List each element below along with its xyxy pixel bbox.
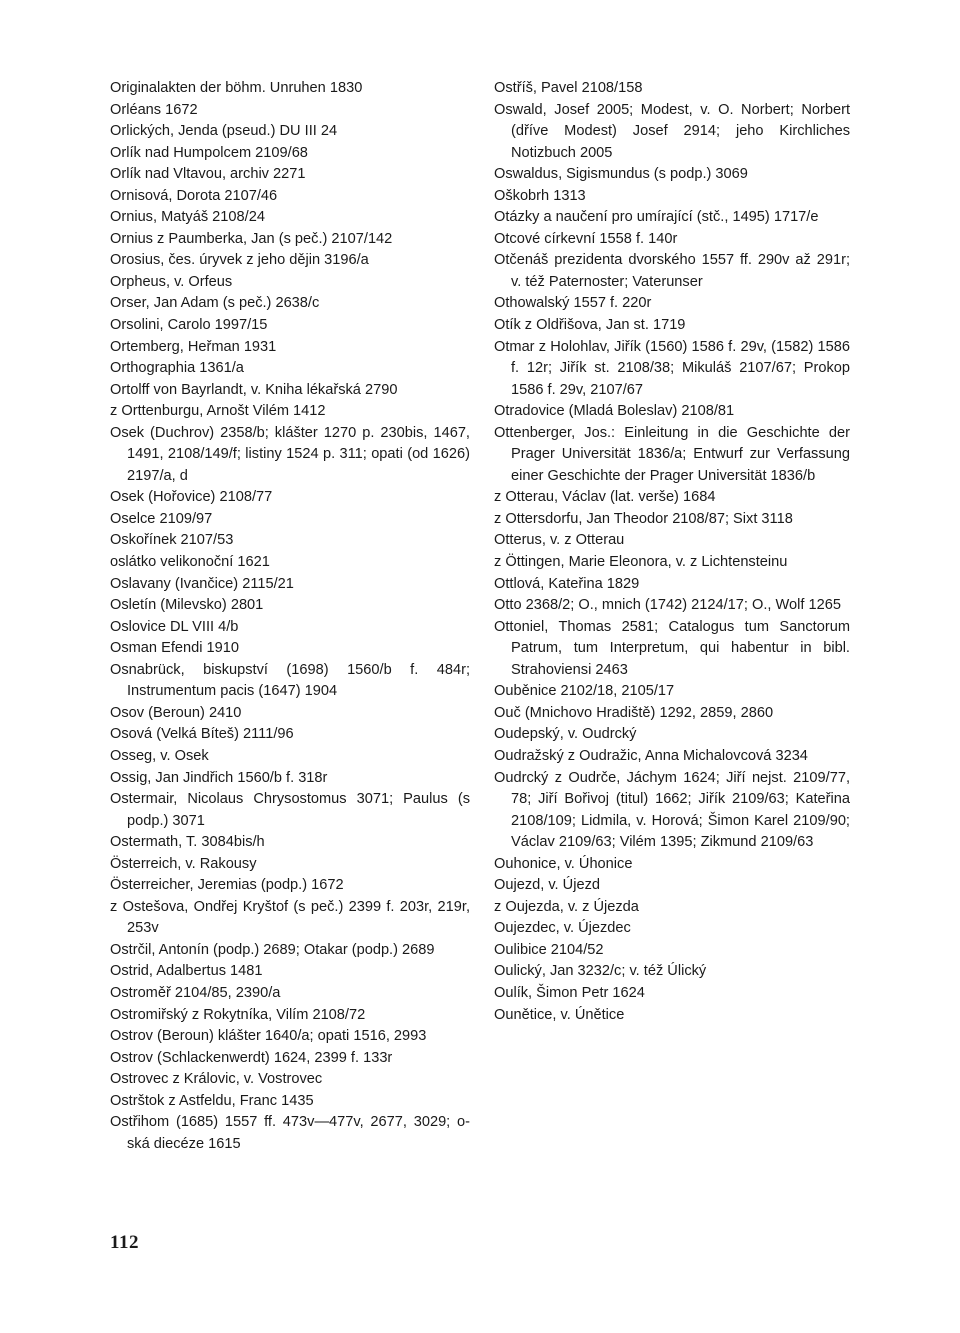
index-entry: z Oujezda, v. z Újezda — [494, 898, 639, 915]
index-entry: Orsolini, Carolo 1997/15 — [110, 317, 268, 334]
index-entry: Orléans 1672 — [110, 101, 198, 118]
index-entry: Ostřihom (1685) 1557 ff. 473v—477v, 2677, 3029; o-ská diecéze 1615 — [110, 1114, 470, 1152]
index-entry: Osová (Velká Bíteš) 2111/96 — [110, 726, 294, 743]
index-entry: Oudерský, v. Oudrcký — [494, 726, 637, 743]
index-entry: Ortolff von Bayrlandt, v. Kniha lékařská 2790 — [110, 381, 398, 398]
index-entry: Ostermath, T. 3084bis/h — [110, 834, 265, 851]
index-entry: Oudražský z Oudražic, Anna Michalovcová 3234 — [494, 747, 808, 764]
index-entry: Orpheus, v. Orfeus — [110, 273, 233, 290]
index-entry: Oulík, Šimon Petr 1624 — [494, 984, 645, 1001]
index-entry: Orlík nad Vltavou, archiv 2271 — [110, 166, 306, 183]
index-entry: Othowalský 1557 f. 220r — [494, 295, 652, 312]
index-entry: Oškobrh 1313 — [494, 187, 586, 204]
index-column-left — [110, 78, 470, 1155]
index-entry: Originalakten der böhm. Unruhen 1830 — [110, 80, 363, 96]
index-entry: Österreicher, Jeremias (podp.) 1672 — [110, 877, 344, 894]
index-entry: Osov (Beroun) 2410 — [110, 704, 242, 721]
index-entry: Oslavany (Ivančice) 2115/21 — [110, 575, 294, 592]
index-entry: oslátko velikonoční 1621 — [110, 554, 270, 571]
index-entry: Ostříš, Pavel 2108/158 — [494, 80, 643, 96]
index-entry: Osletín (Milevsko) 2801 — [110, 597, 264, 614]
index-entry: Ostrovec z Královic, v. Vostrovec — [110, 1071, 323, 1088]
index-entry: Osseg, v. Osek — [110, 747, 209, 764]
index-entry: Otto 2368/2; O., mnich (1742) 2124/17; O., Wolf 1265 — [494, 597, 841, 614]
index-entry: Oslovice DL VIII 4/b — [110, 618, 239, 635]
index-entry: Otterus, v. z Otterau — [494, 532, 625, 549]
index-entry: Ouhonice, v. Úhonice — [494, 855, 633, 872]
index-entry: Oudrcký z Oudrče, Jáchym 1624; Jiří nejst. 2109/77, 78; Jiří Bořivoj (titul) 1662; Jiřík 2109/63; Kateřina 2108/109; Lidmila, v. Horová; Šimon Karel 2109/90; Václav 2109/63; Vilém 1395; Zikmund 2109/63 — [494, 769, 850, 851]
index-entry: Otcové církevní 1558 f. 140r — [494, 230, 678, 247]
index-entry: Orlických, Jenda (pseud.) DU III 24 — [110, 123, 338, 140]
index-entry: Osek (Hořovice) 2108/77 — [110, 489, 273, 506]
index-entry: Oulibice 2104/52 — [494, 941, 604, 958]
index-entry: Otík z Oldřišova, Jan st. 1719 — [494, 317, 686, 334]
index-entry: Ostrov (Schlackenwerdt) 1624, 2399 f. 133r — [110, 1049, 393, 1066]
index-entry: Orser, Jan Adam (s peč.) 2638/c — [110, 295, 320, 312]
index-entry: Ostroměř 2104/85, 2390/a — [110, 984, 281, 1001]
index-entry: Osnabrück, biskupství (1698) 1560/b f. 484r; Instrumentum pacis (1647) 1904 — [110, 661, 470, 700]
index-entry: Orosius, čes. úryvek z jeho dějin 3196/a — [110, 252, 369, 269]
index-entry: Orthographia 1361/a — [110, 360, 244, 377]
index-entry: z Öttingen, Marie Eleonora, v. z Lichtensteinu — [494, 554, 788, 571]
index-entry: Oswald, Josef 2005; Modest, v. O. Norbert; Norbert (dříve Modest) Josef 2914; jeho Kirchliches Notizbuch 2005 — [494, 101, 850, 161]
index-entry: Ornisová, Dorota 2107/46 — [110, 187, 278, 204]
index-entry: Österreich, v. Rakousy — [110, 855, 257, 872]
index-entry: z Otterau, Václav (lat. verše) 1684 — [494, 489, 716, 506]
index-column-right — [494, 78, 850, 1026]
index-entry: Ossig, Jan Jindřich 1560/b f. 318r — [110, 769, 328, 786]
index-entry: Osek (Duchrov) 2358/b; klášter 1270 p. 230bis, 1467, 1491, 2108/149/f; listiny 1524 p. 311; opati (od 1626) 2197/a, d — [110, 424, 470, 484]
index-entry: Ouč (Mnichovo Hradiště) 1292, 2859, 2860 — [494, 704, 774, 721]
index-entry: Ostrštok z Astfeldu, Franc 1435 — [110, 1092, 314, 1109]
index-entry: Otradovice (Mladá Boleslav) 2108/81 — [494, 403, 735, 420]
index-entry: Oswaldus, Sigismundus (s podp.) 3069 — [494, 166, 748, 183]
index-entry: z Ostešova, Ondřej Kryštof (s peč.) 2399 f. 203r, 219r, 253v — [110, 898, 470, 937]
index-entry: Ornius z Paumberka, Jan (s peč.) 2107/142 — [110, 230, 393, 247]
index-entry: Ostrov (Beroun) klášter 1640/a; opati 1516, 2993 — [110, 1028, 427, 1045]
index-entry: Otázky a naučení pro umírající (stč., 1495) 1717/e — [494, 209, 819, 226]
index-entry: Ostrid, Adalbertus 1481 — [110, 963, 263, 980]
index-entry: Orlík nad Humpolcem 2109/68 — [110, 144, 308, 161]
index-entry: z Ottersdorfu, Jan Theodor 2108/87; Sixt 3118 — [494, 510, 793, 527]
index-entry: Ounětice, v. Úněticе — [494, 1006, 625, 1023]
index-entry: Otčenáš prezidenta dvorského 1557 ff. 290v až 291r; v. též Paternoster; Vaterunser — [494, 252, 850, 290]
index-entry: Oselce 2109/97 — [110, 510, 213, 527]
index-entry: Ornius, Matyáš 2108/24 — [110, 209, 265, 226]
index-entry: Ottenberger, Jos.: Einleitung in die Geschichte der Prager Universität 1836/a; Entwurf zur Verfassung einer Geschichte der Prager Universität 1836/b — [494, 424, 850, 484]
index-entry: Ottlová, Kateřina 1829 — [494, 575, 640, 592]
index-entry: Ostrčil, Antonín (podp.) 2689; Otakar (podp.) 2689 — [110, 941, 435, 958]
index-entry: Osman Efendi 1910 — [110, 640, 239, 657]
index-entry: z Orttenburgu, Arnošt Vilém 1412 — [110, 403, 326, 420]
index-entry: Ouběnice 2102/18, 2105/17 — [494, 683, 675, 700]
index-entry: Ostermair, Nicolaus Chrysostomus 3071; Paulus (s podp.) 3071 — [110, 791, 470, 829]
page-number: 112 — [110, 1232, 139, 1253]
index-entry: Oujezdec, v. Újezdec — [494, 920, 631, 937]
index-entry: Ortemberg, Heřman 1931 — [110, 338, 277, 355]
index-entry: Ottoniel, Thomas 2581; Catalogus tum Sanctorum Patrum, tum Interpretum, qui habentur in bibl. Strahoviensi 2463 — [494, 618, 850, 678]
index-entry: Oulický, Jan 3232/c; v. též Úlický — [494, 963, 707, 980]
index-entry: Oujezd, v. Újezd — [494, 877, 600, 894]
index-entry: Ostromiřský z Rokytníka, Vilím 2108/72 — [110, 1006, 366, 1023]
index-entry: Otmar z Holohlav, Jiřík (1560) 1586 f. 29v, (1582) 1586 f. 12r; Jiřík st. 2108/38; Mikuláš 2107/67; Prokop 1586 f. 29v, 2107/67 — [494, 338, 850, 398]
index-entry: Oskořínek 2107/53 — [110, 532, 234, 549]
